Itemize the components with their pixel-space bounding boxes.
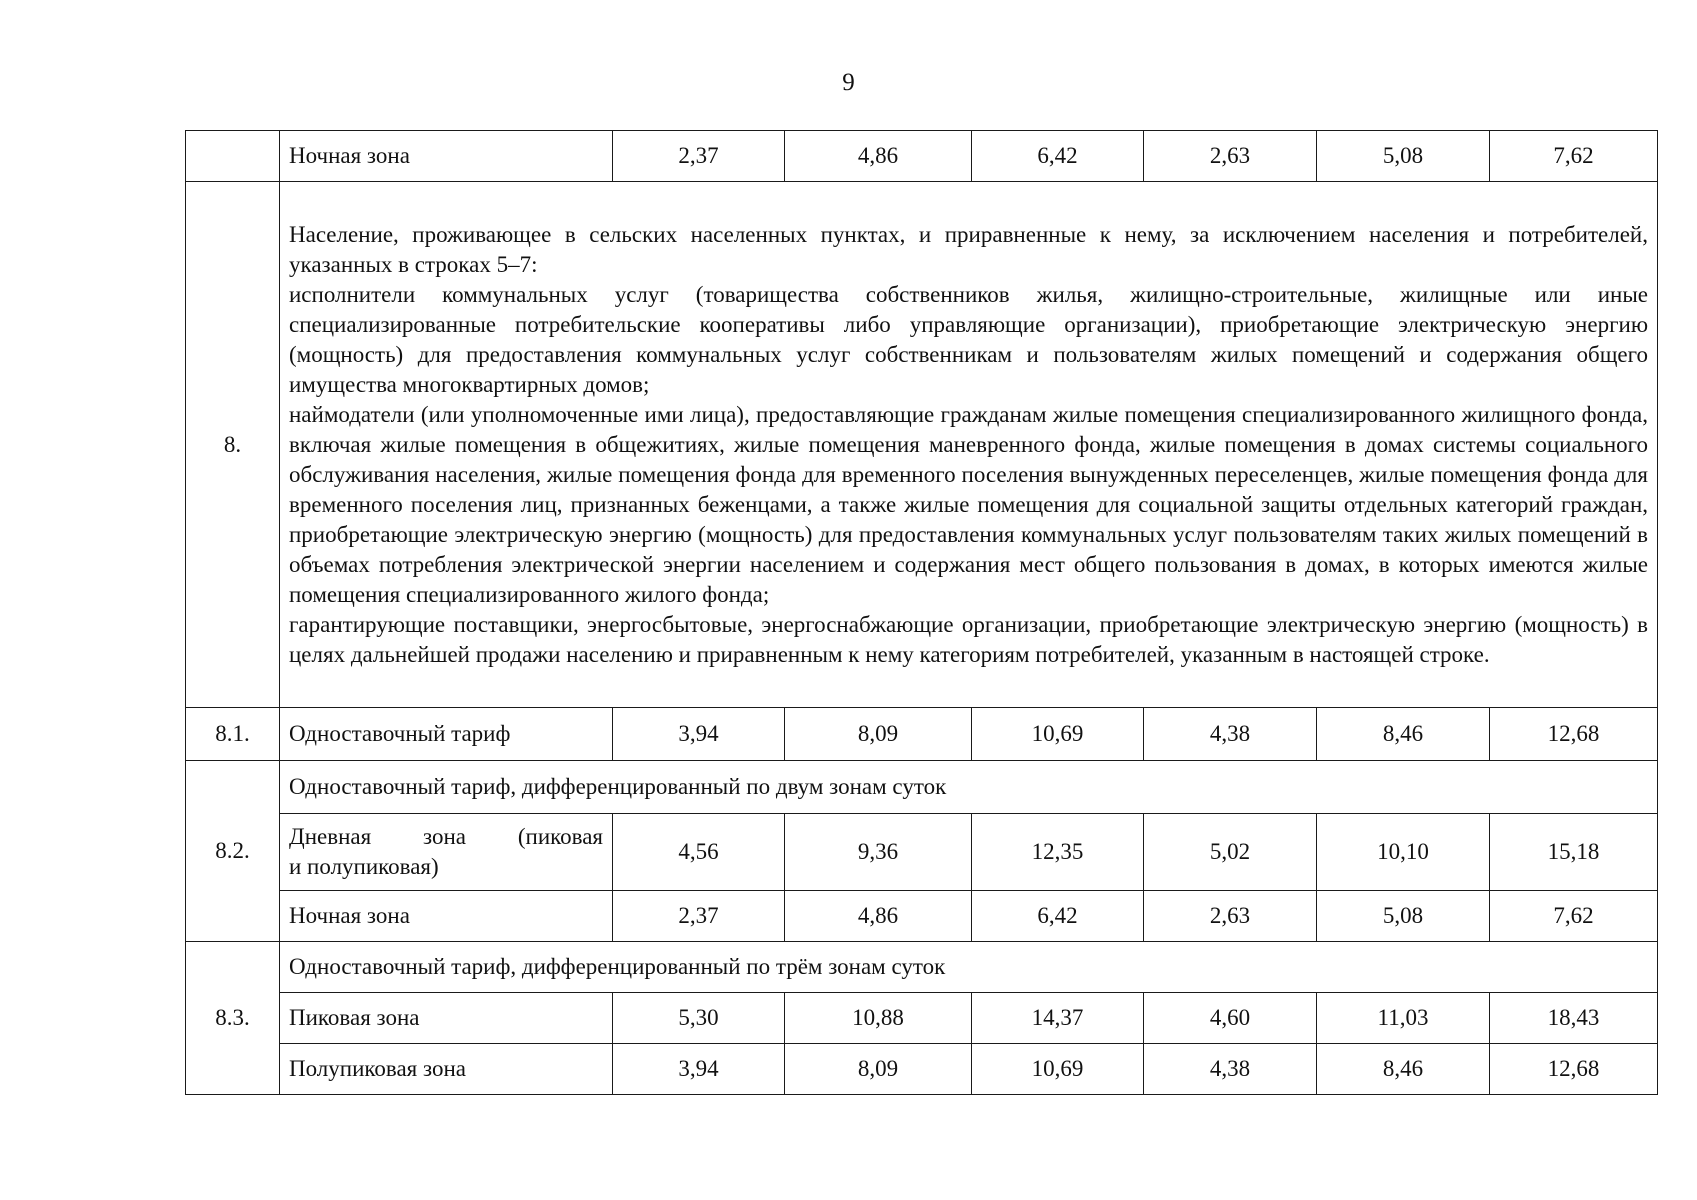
- tariff-value: 2,63: [1144, 891, 1317, 942]
- tariff-value: 4,56: [613, 814, 785, 891]
- tariff-value: 4,38: [1144, 708, 1317, 761]
- tariff-value: 3,94: [613, 1044, 785, 1095]
- tariff-value: 4,86: [785, 131, 972, 182]
- table-row-8-3-peak-zone: [186, 993, 1658, 1044]
- table-row-8-2-night-zone: [186, 891, 1658, 942]
- tariff-value: 10,69: [972, 1044, 1144, 1095]
- row-number: 8.3.: [186, 942, 280, 1095]
- page-number: 9: [842, 69, 855, 96]
- row-label: Пиковая зона: [280, 993, 613, 1044]
- tariff-value: 3,94: [613, 708, 785, 761]
- tariff-value: 8,09: [785, 708, 972, 761]
- tariff-value: 10,10: [1317, 814, 1490, 891]
- tariff-value: 8,46: [1317, 1044, 1490, 1095]
- row-number-cell: [186, 131, 280, 182]
- tariff-value: 2,37: [613, 891, 785, 942]
- row-label-line: Дневная зона (пиковая: [289, 824, 603, 849]
- row-section-header: Одноставочный тариф, дифференцированный по двум зонам суток: [280, 761, 1658, 814]
- tariff-value: 8,09: [785, 1044, 972, 1095]
- tariff-value: 7,62: [1490, 891, 1658, 942]
- tariff-value: 2,37: [613, 131, 785, 182]
- row-number: 8.1.: [186, 708, 280, 761]
- tariff-value: 15,18: [1490, 814, 1658, 891]
- table-row-8-description: [186, 182, 1658, 708]
- table-row-8-1: [186, 708, 1658, 761]
- tariff-value: 4,38: [1144, 1044, 1317, 1095]
- row-8-paragraph: исполнители коммунальных услуг (товарищества собственников жилья, жилищно-строительные, жилищные или иные специализированные потребительские кооперативы либо управляющие организации), приобретающие электрическую энергию (мощность) для предоставления коммунальных услуг собственникам и пользователям жилых помещений и содержания общего имущества многоквартирных домов;: [289, 281, 1648, 397]
- row-label: Полупиковая зона: [280, 1044, 613, 1095]
- tariff-value: 10,88: [785, 993, 972, 1044]
- row-label: [280, 814, 613, 891]
- table-row-8-2-header: [186, 761, 1658, 814]
- row-8-description: [280, 182, 1658, 708]
- table-row-night-zone-continued: [186, 131, 1658, 182]
- tariff-value: 12,68: [1490, 1044, 1658, 1095]
- tariff-value: 10,69: [972, 708, 1144, 761]
- tariff-value: 9,36: [785, 814, 972, 891]
- table-row-8-3-header: [186, 942, 1658, 993]
- row-number: 8.: [186, 182, 280, 708]
- tariff-value: 2,63: [1144, 131, 1317, 182]
- row-label-line: и полупиковая): [289, 854, 439, 879]
- tariff-value: 14,37: [972, 993, 1144, 1044]
- tariff-value: 6,42: [972, 131, 1144, 182]
- tariff-value: 11,03: [1317, 993, 1490, 1044]
- tariff-value: 7,62: [1490, 131, 1658, 182]
- tariff-table: [185, 130, 1658, 1095]
- tariff-value: 5,08: [1317, 891, 1490, 942]
- row-8-paragraph: наймодатели (или уполномоченные ими лица), предоставляющие гражданам жилые помещения специализированного жилищного фонда, включая жилые помещения в общежитиях, жилые помещения маневренного фонда, жилые помещения в домах системы социального обслуживания населения, жилые помещения фонда для временного поселения вынужденных переселенцев, жилые помещения фонда для временного поселения лиц, признанных беженцами, а также жилые помещения для социальной защиты отдельных категорий граждан, приобретающие электрическую энергию (мощность) для предоставления коммунальных услуг пользователям таких жилых помещений в объемах потребления электрической энергии населением и содержания мест общего пользования в домах, в которых имеются жилые помещения специализированного жилого фонда;: [289, 401, 1648, 607]
- tariff-value: 18,43: [1490, 993, 1658, 1044]
- row-label: Ночная зона: [280, 891, 613, 942]
- row-label: Ночная зона: [280, 131, 613, 182]
- tariff-value: 5,30: [613, 993, 785, 1044]
- row-8-paragraph: Население, проживающее в сельских населенных пунктах, и приравненные к нему, за исключением населения и потребителей, указанных в строках 5–7:: [289, 221, 1648, 277]
- tariff-value: 12,35: [972, 814, 1144, 891]
- tariff-value: 8,46: [1317, 708, 1490, 761]
- tariff-value: 6,42: [972, 891, 1144, 942]
- tariff-value: 4,86: [785, 891, 972, 942]
- table-row-8-2-day-zone: [186, 814, 1658, 891]
- row-label: Одноставочный тариф: [280, 708, 613, 761]
- row-number: 8.2.: [186, 761, 280, 942]
- tariff-value: 5,02: [1144, 814, 1317, 891]
- tariff-value: 12,68: [1490, 708, 1658, 761]
- tariff-value: 4,60: [1144, 993, 1317, 1044]
- row-8-paragraph: гарантирующие поставщики, энергосбытовые, энергоснабжающие организации, приобретающие электрическую энергию (мощность) в целях дальнейшей продажи населению и приравненным к нему категориям потребителей, указанным в настоящей строке.: [289, 611, 1648, 667]
- table-row-8-3-semipeak-zone: [186, 1044, 1658, 1095]
- tariff-value: 5,08: [1317, 131, 1490, 182]
- row-section-header: Одноставочный тариф, дифференцированный по трём зонам суток: [280, 942, 1658, 993]
